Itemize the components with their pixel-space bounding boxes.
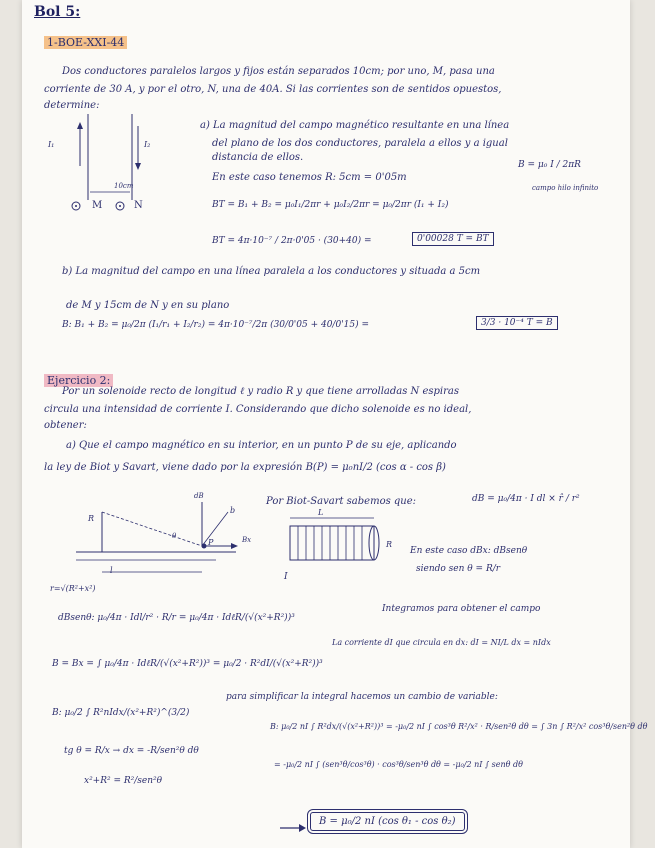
fig-theta-label: θ: [172, 532, 177, 540]
fig-solenoid-radius: R: [386, 540, 393, 549]
ex2-a-line1: a) Que el campo magnético en su interior, en un punto P de su eje, aplicando: [66, 440, 457, 451]
fig-bx-label: Bx: [242, 536, 252, 544]
ex2-final-result: B = μ₀/2 nI (cos θ₁ - cos θ₂): [310, 812, 465, 831]
ex2-eq5: B: μ₀/2 nI ∫ R²dx/(√(x²+R²))³ = -μ₀/2 nI ∫ cos³θ R²/x² · R/sen²θ dθ = ∫ 3n ∫ R²/x² cos³θ/sen²θ dθ: [270, 722, 648, 731]
ex2-statement-line1: Por un solenoide recto de longitud ℓ y radio R y que tiene arrolladas N espiras: [62, 386, 459, 397]
ex1-statement-line2: corriente de 30 A, y por el otro, N, una de 40A. Si las corrientes son de sentidos opuestos,: [44, 84, 502, 95]
fig-radius-label: R: [88, 514, 95, 523]
ex2-statement-line2: circula una intensidad de corriente I. Considerando que dicho solenoide es no ideal,: [44, 404, 472, 415]
ex1-eq3-result: 3/3 · 10⁻⁴ T = B: [476, 316, 558, 330]
ex2-eq3-note: para simplificar la integral hacemos un cambio de variable:: [226, 692, 498, 702]
ex1-a-line3: distancia de ellos.: [212, 152, 304, 163]
fig-point-label: P: [208, 538, 214, 547]
fig-x-label: l: [110, 566, 113, 575]
ex1-a-line1: a) La magnitud del campo magnético resultante en una línea: [200, 120, 510, 131]
ex1-eq3: B: B₁ + B₂ = μ₀/2π (I₁/r₁ + I₂/r₂) = 4π·10⁻⁷/2π (30/0'05 + 40/0'15) =: [62, 320, 370, 330]
ex1-side-formula: B = μ₀ I / 2πR: [518, 160, 581, 170]
fig-distance: 10cm: [114, 182, 134, 190]
ex1-b-line1: b) La magnitud del campo en una línea paralela a los conductores y situada a 5cm: [62, 266, 481, 277]
ex2-eq1: dBsenθ: μ₀/4π · Idl/r² · R/r = μ₀/4π · IdℓR/(√(x²+R²))³: [58, 613, 295, 623]
ex1-a-line4: En este caso tenemos R: 5cm = 0'05m: [212, 172, 407, 183]
exercise-2-label: Ejercicio 2:: [44, 374, 113, 387]
ex1-a-line2: del plano de los dos conductores, paralela a ellos y a igual: [212, 138, 508, 149]
ex2-a-line2: la ley de Biot y Savart, viene dado por la expresión B(P) = μ₀nI/2 (cos α - cos β): [44, 462, 446, 473]
page-title: Bol 5:: [34, 4, 81, 20]
ex1-b-line2: de M y 15cm de N y en su plano: [66, 300, 230, 311]
fig-current-2: I₂: [144, 140, 151, 149]
result-arrow-icon: [278, 818, 308, 838]
ex2-eq4: tg θ = R/x → dx = -R/sen²θ dθ: [64, 746, 199, 756]
ex2-eq4b: x²+R² = R²/sen²θ: [84, 776, 163, 786]
fig-solenoid-length: L: [318, 508, 324, 517]
fig-label-m: M: [92, 200, 103, 211]
fig-label-n: N: [134, 200, 143, 211]
ex1-statement-line1: Dos conductores paralelos largos y fijos están separados 10cm; por uno, M, pasa una: [62, 66, 495, 77]
loop-geometry-diagram: [66, 490, 246, 580]
ex2-biot-savart-text: Por Biot-Savart sabemos que:: [266, 496, 417, 507]
fig-dB-label: dB: [194, 492, 204, 500]
ex1-eq1: BT = B₁ + B₂ = μ₀I₁/2πr + μ₀I₂/2πr = μ₀/2πr (I₁ + I₂): [212, 200, 449, 210]
ex2-eq2: B = Bx = ∫ μ₀/4π · IdℓR/(√(x²+R²))³ = μ₀/2 · R²dI/(√(x²+R²))³: [52, 659, 323, 669]
ex1-eq2: BT = 4π·10⁻⁷ / 2π·0'05 · (30+40) =: [212, 236, 372, 246]
fig-b-label: b: [230, 506, 236, 515]
exercise-1-label: 1-BOE-XXI-44: [44, 36, 127, 49]
fig-current-1: I₁: [48, 140, 55, 149]
ex2-case-line1: En este caso dBx: dBsenθ: [410, 546, 528, 556]
ex2-eq6: = -μ₀/2 nI ∫ (sen³θ/cos³θ) · cos³θ/sen³θ dθ = -μ₀/2 nI ∫ senθ dθ: [274, 760, 523, 769]
ex2-eq3: B: μ₀/2 ∫ R²nIdx/(x²+R²)^(3/2): [52, 708, 190, 718]
fig-solenoid-current: I: [284, 572, 288, 582]
ex1-statement-line3: determine:: [44, 100, 100, 111]
ex2-statement-line3: obtener:: [44, 420, 87, 431]
ex2-r-expression: r=√(R²+x²): [50, 584, 96, 593]
solenoid-diagram: [280, 512, 393, 572]
ex2-eq1-note: Integramos para obtener el campo: [382, 604, 541, 614]
notebook-page: [22, 0, 648, 848]
ex2-case-line2: siendo sen θ = R/r: [416, 564, 501, 574]
ex2-dB-formula: dB = μ₀/4π · I dl × r̂ / r²: [472, 494, 580, 504]
ex1-side-note: campo hilo infinito: [532, 184, 599, 192]
ex2-eq2-note: La corriente dI que circula en dx: dI = NI/L dx = nIdx: [332, 638, 551, 647]
ex1-eq2-result: 0'00028 T = BT: [412, 232, 494, 246]
